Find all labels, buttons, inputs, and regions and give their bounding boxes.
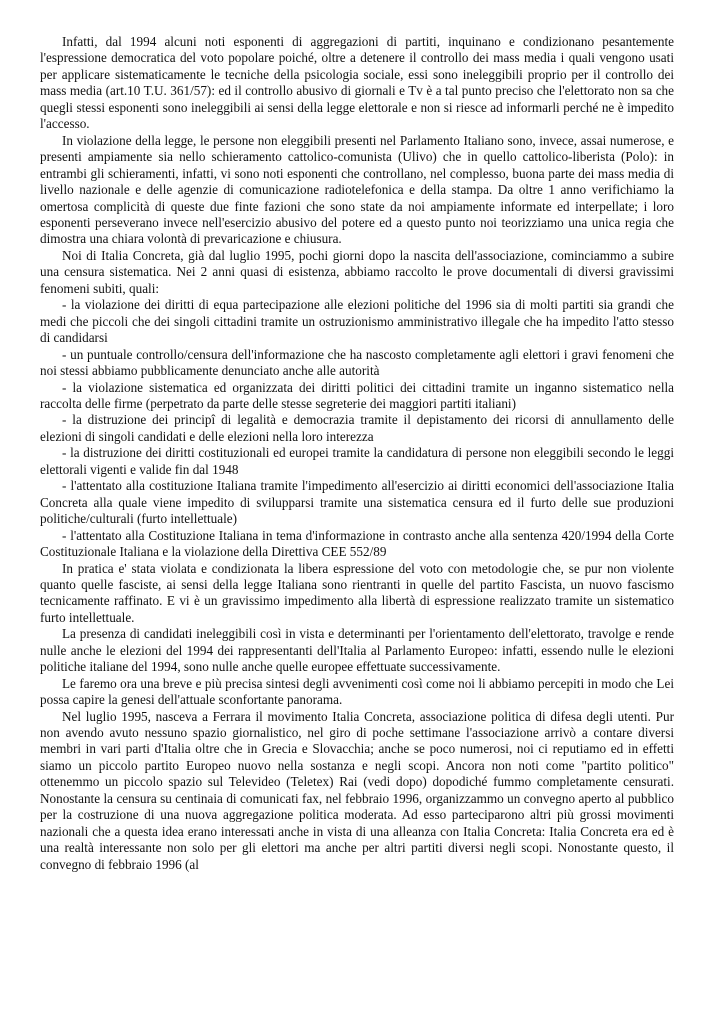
- list-item: - la violazione sistematica ed organizzata dei diritti politici dei cittadini tramite un inganno sistematico nella raccolta delle firme (perpetrato da parte delle stesse segreterie dei maggiori partiti italiani): [40, 379, 674, 411]
- list-item: - l'attentato alla costituzione Italiana tramite l'impedimento all'esercizio ai diritti economici dell'associazione Italia Concreta alla quale viene impedito di svilupparsi tramite una sistematica censura ed il furto delle sue produzioni politiche/culturali (furto intellettuale): [40, 478, 674, 527]
- paragraph-luglio-1995: Nel luglio 1995, nasceva a Ferrara il movimento Italia Concreta, associazione politica di difesa degli utenti. Pur non avendo avuto nessuno spazio giornalistico, nel giro di poche settimane l'associazione arrivò a contare diversi membri in vari parti d'Italia oltre che in Grecia e Slovacchia; anche se poco numerosi, noi ci reputiamo ed in effetti siamo un piccolo partito Europeo nuovo nella sostanza e negli scopi. Ancora non noti come "partito politico" ottenemmo un piccolo spazio sul Televideo (Teletex) Rai (vedi dopo) dopodiché fummo completamente censurati. Nonostante la censura su centinaia di comunicati fax, nel febbraio 1996, organizzammo un convegno aperto al pubblico per la costruzione di una nuova aggregazione politica moderata. Ad esso parteciparono altri più grossi movimenti nazionali che a questa idea erano interessati anche in vista di una alleanza con Italia Concreta: Italia Concreta era ed è una realtà interessante non solo per gli elettori ma anche per altri partiti diversi negli scopi. Nonostante questo, il convegno di febbraio 1996 (al: [40, 708, 674, 872]
- list-item: - la distruzione dei diritti costituzionali ed europei tramite la candidatura di persone non eleggibili secondo le leggi elettorali vigenti e valide fin dal 1948: [40, 445, 674, 477]
- paragraph-ineleggibilita: Infatti, dal 1994 alcuni noti esponenti di aggregazioni di partiti, inquinano e condizionano pesantemente l'espressione democratica del voto popolare poiché, oltre a detenere il controllo dei mass media i quali vengono usati per applicare sistematicamente le tecniche della psicologia sociale, essi sono ineleggibili proprio per il controllo dei mass media (art.10 T.U. 361/57): ed il controllo abusivo di giornali e Tv è a tal punto preciso che l'elettorato non sa che quegli stessi esponenti sono ineleggibili ai sensi della legge elettorale e non si riesce ad informarli perché ne è impedito l'accesso.: [40, 34, 674, 132]
- list-item: - l'attentato alla Costituzione Italiana in tema d'informazione in contrasto anche alla sentenza 420/1994 della Corte Costituzionale Italiana e la violazione della Direttiva CEE 552/89: [40, 527, 674, 560]
- paragraph-sintesi: Le faremo ora una breve e più precisa sintesi degli avvenimenti così come noi li abbiamo percepiti in modo che Lei possa capire la genesi dell'attuale sconfortante panorama.: [40, 675, 674, 708]
- list-item: - la violazione dei diritti di equa partecipazione alle elezioni politiche del 1996 sia di molti partiti sia grandi che medi che piccoli che dei singoli cittadini tramite un ostruzionismo amministrativo illegale che ha impedito l'atto stesso di candidarsi: [40, 297, 674, 346]
- paragraph-candidati-ineleggibili: La presenza di candidati ineleggibili così in vista e determinanti per l'orientamento dell'elettorato, travolge e rende nulle anche le elezioni del 1994 dei rappresentanti dell'Italia al Parlamento Europeo: infatti, essendo nulle le elezioni politiche italiane del 1994, sono nulle anche quelle europee effettuate successivamente.: [40, 626, 674, 675]
- paragraph-violata-espressione: In pratica e' stata violata e condizionata la libera espressione del voto con metodologie che, se pur non violente quanto quelle fasciste, ai sensi della legge Italiana sono rientranti in quelle del partito Fascista, un nuovo fascismo tecnicamente raffinato. E vi è un gravissimo impedimento alla libertà di espressione realizzato tramite un sistematico furto intellettuale.: [40, 560, 674, 625]
- list-item: - la distruzione dei principî di legalità e democrazia tramite il depistamento dei ricorsi di annullamento delle elezioni di singoli candidati e delle elezioni nella loro interezza: [40, 412, 674, 444]
- list-item: - un puntuale controllo/censura dell'informazione che ha nascosto completamente agli elettori i gravi fenomeni che noi stessi abbiamo pubblicamente denunciato anche alle autorità: [40, 346, 674, 379]
- document-body: [40, 34, 674, 873]
- paragraph-italia-concreta-censura: Noi di Italia Concreta, già dal luglio 1995, pochi giorni dopo la nascita dell'associazione, cominciammo a subire una censura sistematica. Nei 2 anni quasi di esistenza, abbiamo raccolto le prove documentali di diversi gravissimi fenomeni subiti, quali:: [40, 247, 674, 296]
- phenomena-list: [40, 297, 674, 560]
- paragraph-violazione-legge: In violazione della legge, le persone non eleggibili presenti nel Parlamento Italiano sono, invece, assai numerose, e presenti ampiamente sia nello schieramento cattolico-comunista (Ulivo) che in quello cattolico-liberista (Polo): in entrambi gli schieramenti, infatti, vi sono noti esponenti che controllano, nel complesso, buona parte dei mass media di livello nazionale e delle agenzie di comunicazione radiotelefonica e della stampa. Da oltre 1 anno verifichiamo la omertosa complicità di queste due finte fazioni che sono state da noi ampiamente informate ed interpellate; i loro esponenti perseverano invece nell'esercizio abusivo del potere ed a questo punto noi teorizziamo una unica regia che dimostra una chiara volontà di prevaricazione e chiusura.: [40, 132, 674, 247]
